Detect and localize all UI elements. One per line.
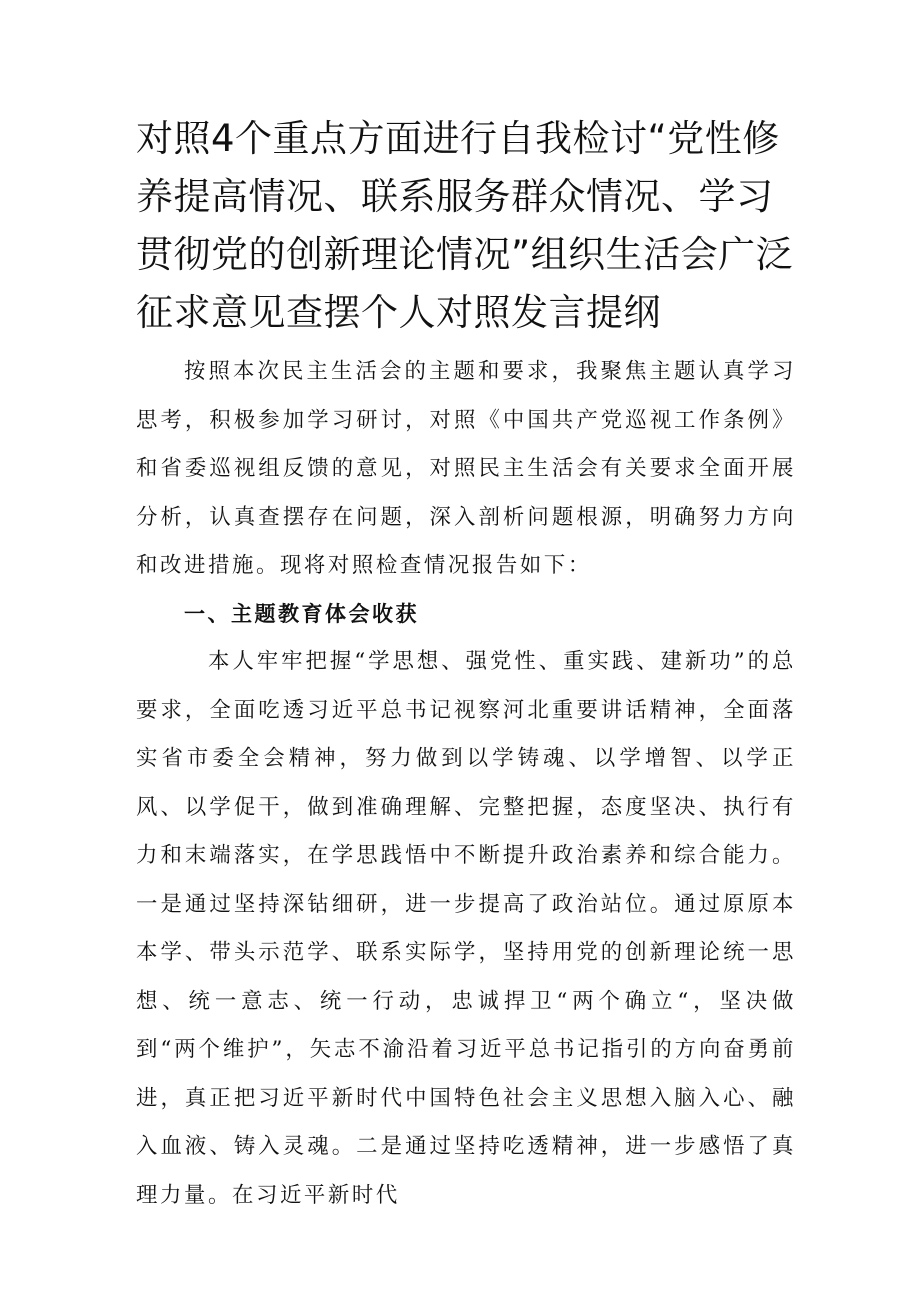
section-paragraph: 本人牢牢把握“学思想、强党性、重实践、建新功”的总要求，全面吃透习近平总书记视察河北重要讲话精神，全面落实省市委全会精神，努力做到以学铸魂、以学增智、以学正风、以学促干，做到准确理解、完整把握，态度坚决、执行有力和末端落实，在学思践悟中不断提升政治素养和综合能力。一是通过坚持深钻细研，进一步提高了政治站位。通过原原本本学、带头示范学、联系实际学，坚持用党的创新理论统一思想、统一意志、统一行动，忠诚捍卫“两个确立“，坚决做到“两个维护”，矢志不渝沿着习近平总书记指引的方向奋勇前进，真正把习近平新时代中国特色社会主义思想入脑入心、融入血液、铸入灵魂。二是通过坚持吃透精神，进一步感悟了真理力量。在习近平新时代 (136, 649, 796, 1208)
intro-paragraph: 按照本次民主生活会的主题和要求，我聚焦主题认真学习思考，积极参加学习研讨，对照《中国共产党巡视工作条例》和省委巡视组反馈的意见，对照民主生活会有关要求全面开展分析，认真查摆存在问题，深入剖析问题根源，明确努力方向和改进措施。现将对照检查情况报告如下： (136, 359, 796, 578)
document-title: 对照4个重点方面进行自我检讨“党性修养提高情况、联系服务群众情况、学习贯彻党的创新理论情况”组织生活会广泛征求意见查摆个人对照发言提纲 (136, 117, 794, 334)
section-heading: 一、主题教育体会收获 (184, 602, 419, 626)
